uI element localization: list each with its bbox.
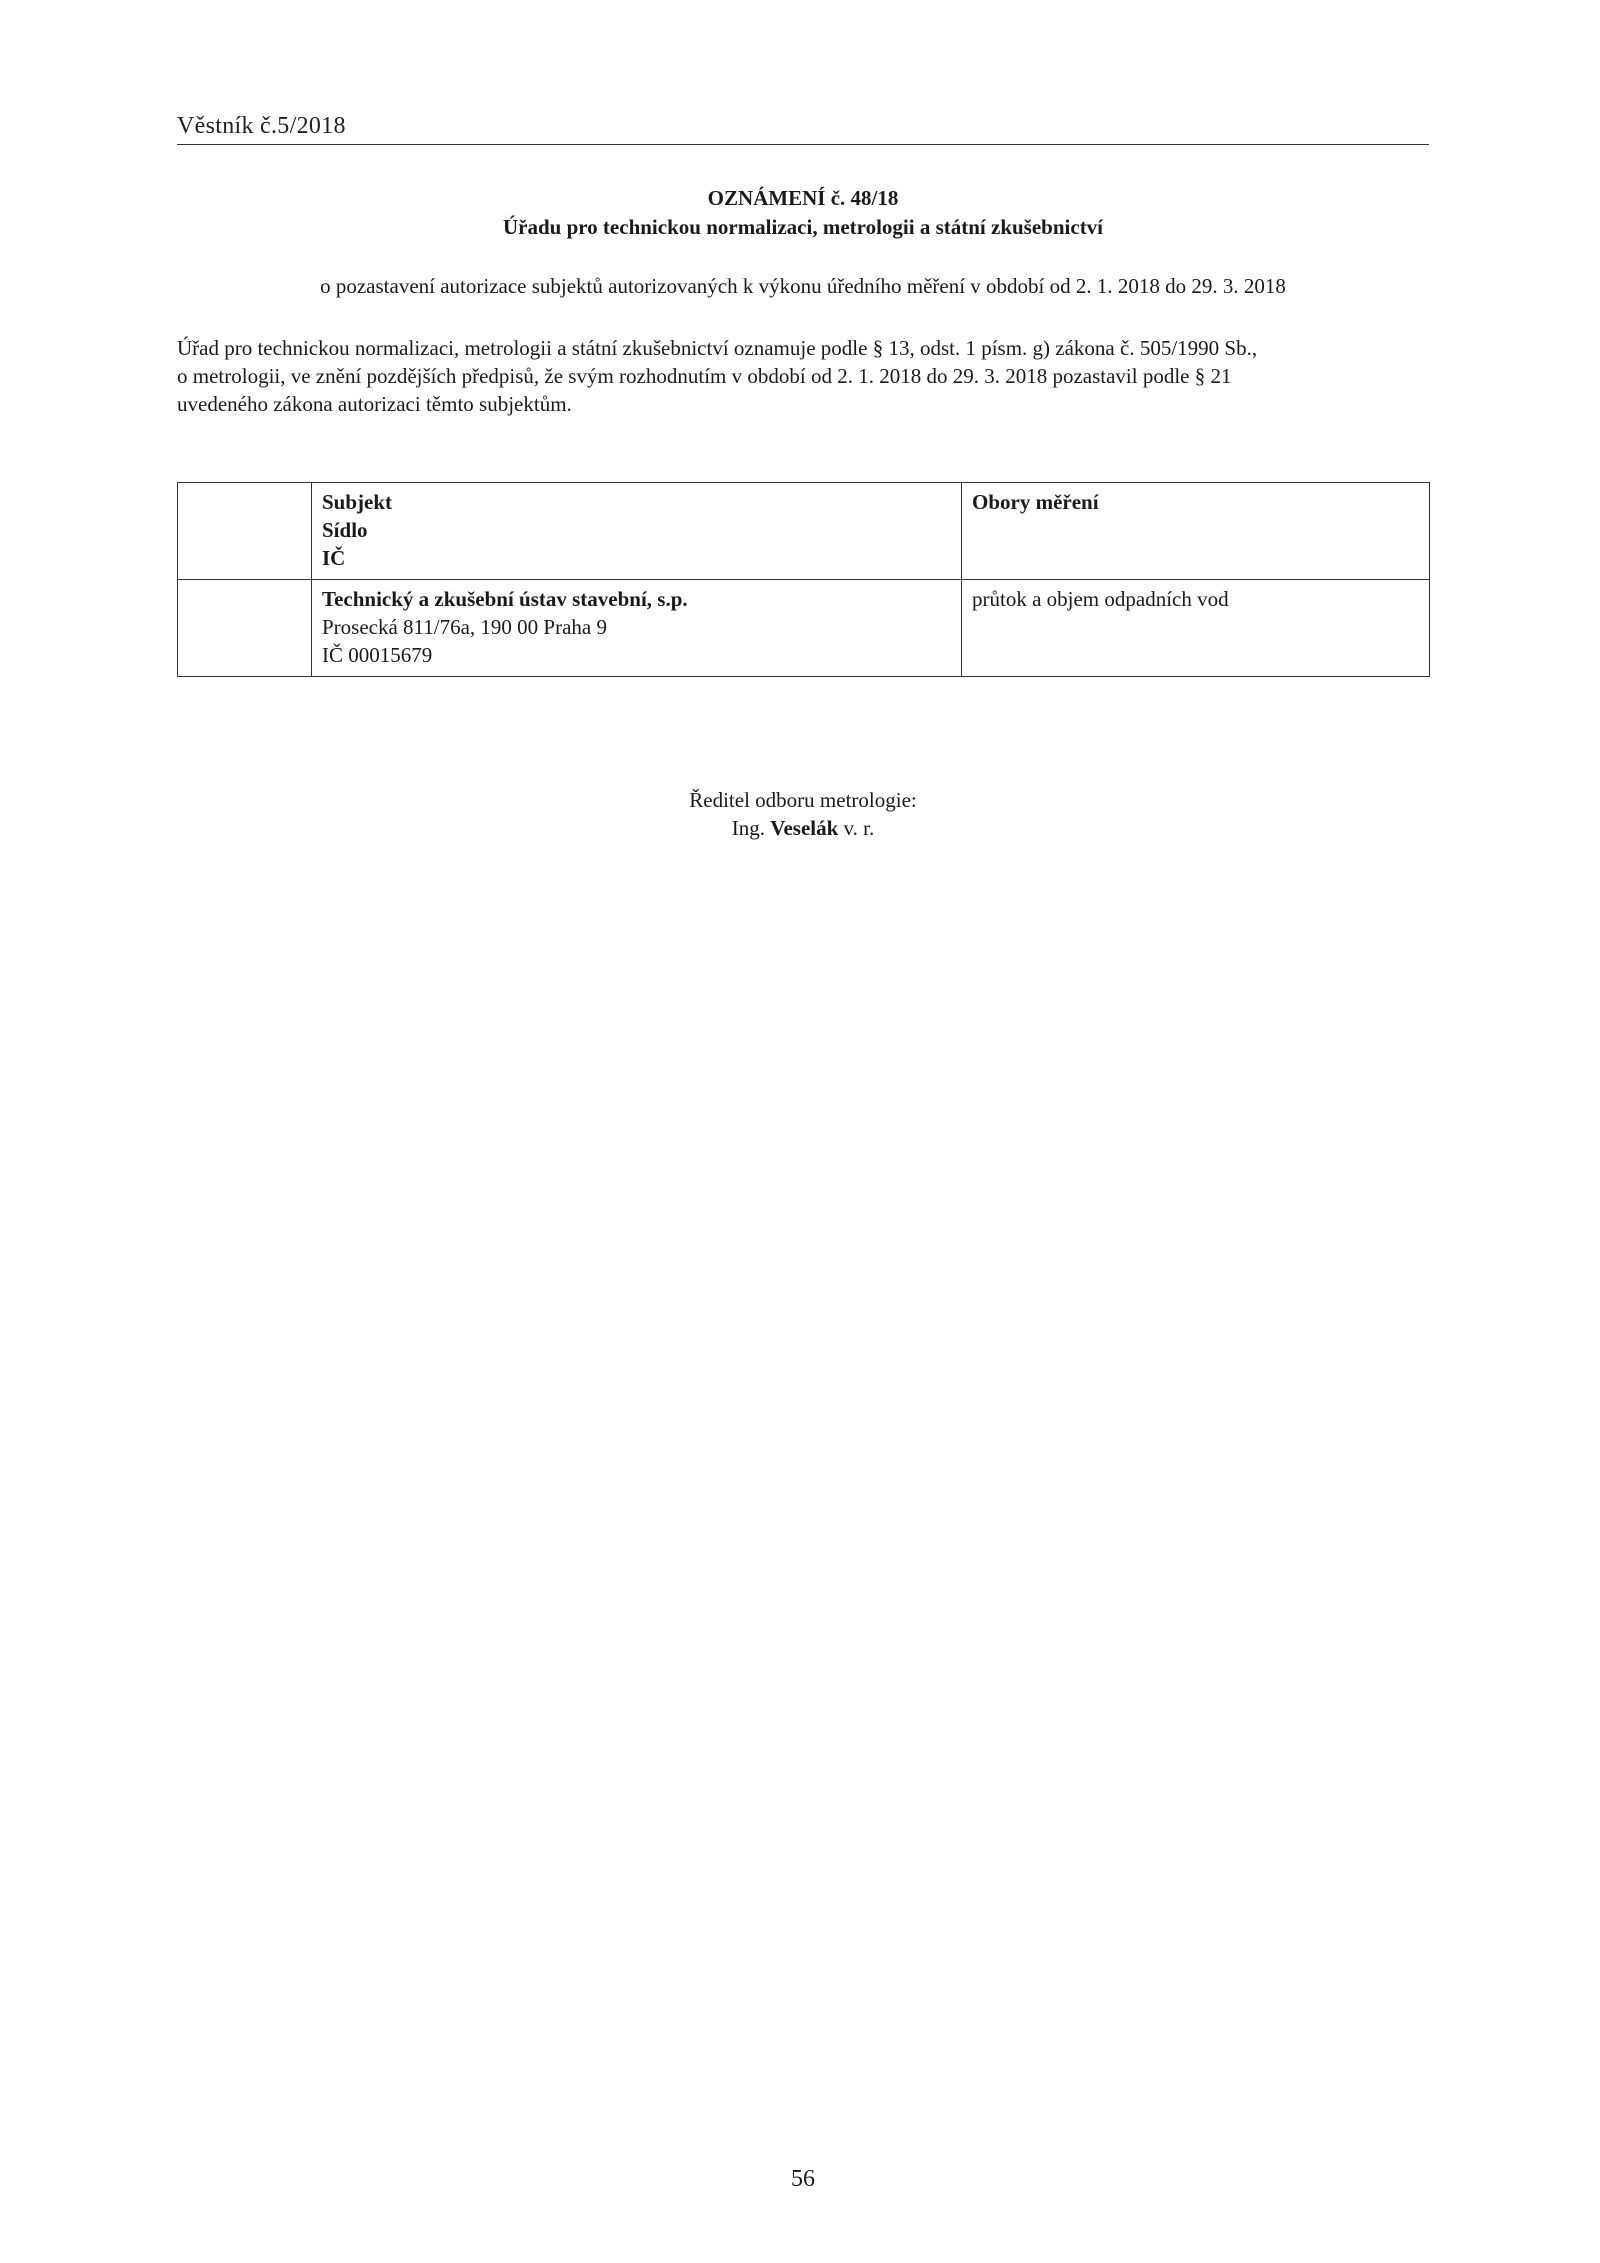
header-index-cell [178, 483, 312, 580]
signature-name [177, 814, 1429, 842]
row-fields-cell: průtok a objem odpadních vod [962, 580, 1430, 677]
notice-body-line: Úřad pro technickou normalizaci, metrologii a státní zkušebnictví oznamuje podle § 13, odst. 1 písm. g) zákona č. 505/1990 Sb., [177, 336, 1258, 360]
running-head: Věstník č.5/2018 [177, 113, 346, 139]
notice-number: OZNÁMENÍ č. 48/18 [707, 186, 899, 210]
header-ico-label: IČ [322, 546, 346, 570]
header-seat-label: Sídlo [322, 518, 368, 542]
signature-block [177, 786, 1429, 842]
header-subject-label: Subjekt [322, 490, 393, 514]
subject-address: Prosecká 811/76a, 190 00 Praha 9 [322, 615, 607, 639]
page-header [177, 110, 1429, 145]
authorization-table [177, 482, 1430, 677]
signature-surname: Veselák [770, 816, 839, 840]
signature-suffix: v. r. [843, 816, 875, 840]
notice-body [177, 334, 1429, 418]
row-subject-cell [312, 580, 962, 677]
row-index-cell [178, 580, 312, 677]
notice-authority: Úřadu pro technickou normalizaci, metrologii a státní zkušebnictví [502, 215, 1104, 239]
subject-name: Technický a zkušební ústav stavební, s.p. [322, 587, 688, 611]
signature-title-prefix: Ing. [731, 816, 765, 840]
subject-ico: IČ 00015679 [322, 643, 433, 667]
signature-role: Ředitel odboru metrologie: [689, 788, 917, 812]
header-subject-cell [312, 483, 962, 580]
notice-subject: o pozastavení autorizace subjektů autorizovaných k výkonu úředního měření v období od 2. 1. 2018 do 29. 3. 2018 [320, 274, 1286, 298]
table-header-row [178, 483, 1430, 580]
notice-body-line: uvedeného zákona autorizaci těmto subjektům. [177, 392, 572, 416]
notice-body-line: o metrologii, ve znění pozdějších předpisů, že svým rozhodnutím v období od 2. 1. 2018 do 29. 3. 2018 pozastavil podle § 21 [177, 364, 1232, 388]
header-fields-cell: Obory měření [962, 483, 1430, 580]
table-row [178, 580, 1430, 677]
page-number: 56 [791, 2166, 815, 2192]
